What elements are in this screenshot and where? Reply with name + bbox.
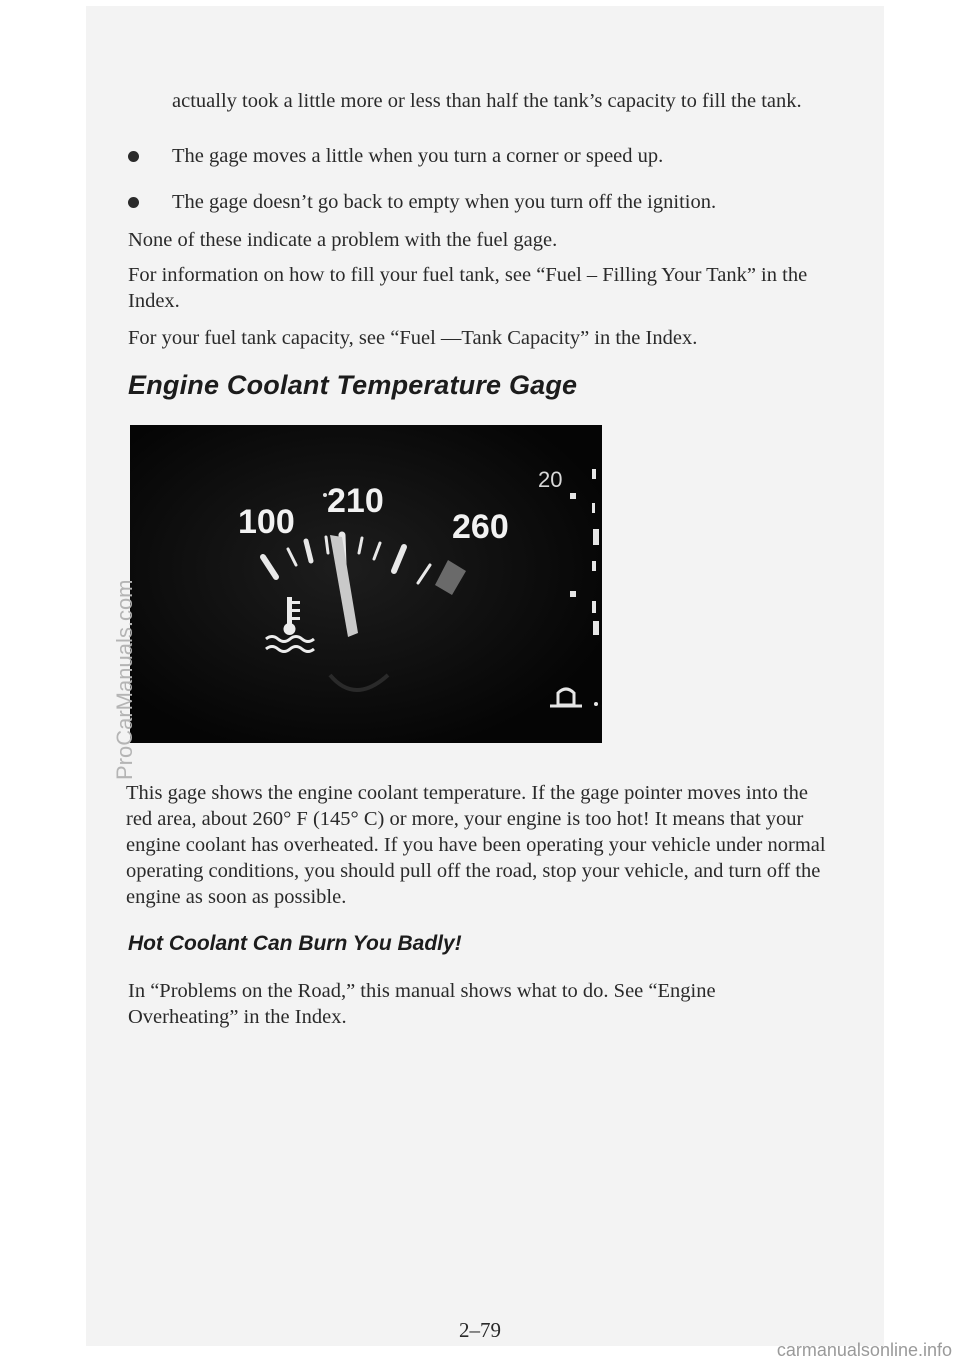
gauge-label-mid: 210 <box>327 482 384 520</box>
secondary-gauge-label: 20 <box>538 467 563 492</box>
coolant-gauge-photo <box>130 425 602 743</box>
gauge-label-high: 260 <box>452 508 509 546</box>
gauge-label-low: 100 <box>238 503 295 541</box>
problems-on-road-reference: In “Problems on the Road,” this manual shows what to do. See “Engine Overheating” in the Index. <box>128 980 716 1028</box>
bottom-watermark: carmanualsonline.info <box>776 1340 952 1360</box>
bullet-text: The gage moves a little when you turn a corner or speed up. <box>172 145 664 167</box>
paragraph-tank-capacity-reference: For your fuel tank capacity, see “Fuel —Tank Capacity” in the Index. <box>128 327 698 349</box>
bullet-text: The gage doesn’t go back to empty when you turn off the ignition. <box>172 191 717 213</box>
bullet-dot-icon <box>128 197 139 208</box>
bullet-dot-icon <box>128 151 139 162</box>
paragraph-fuel-gage-note: None of these indicate a problem with the fuel gage. <box>128 229 558 251</box>
coolant-gauge-description: This gage shows the engine coolant temperature. If the gage pointer moves into the red area, about 260° F (145° C) or more, your engine is too hot! It means that your engine coolant has overheated. If you have been operating your vehicle under normal operating conditions, you should pull off the road, stop your vehicle, and turn off the engine as soon as possible. <box>126 782 826 908</box>
paragraph-fill-tank-reference: For information on how to fill your fuel tank, see “Fuel – Filling Your Tank” in the Index. <box>128 264 808 312</box>
intro-continuation: actually took a little more or less than half the tank’s capacity to fill the tank. <box>172 90 802 112</box>
section-heading: Engine Coolant Temperature Gage <box>128 370 578 400</box>
page-number: 2–79 <box>459 1318 501 1342</box>
warning-subheading: Hot Coolant Can Burn You Badly! <box>128 932 462 955</box>
